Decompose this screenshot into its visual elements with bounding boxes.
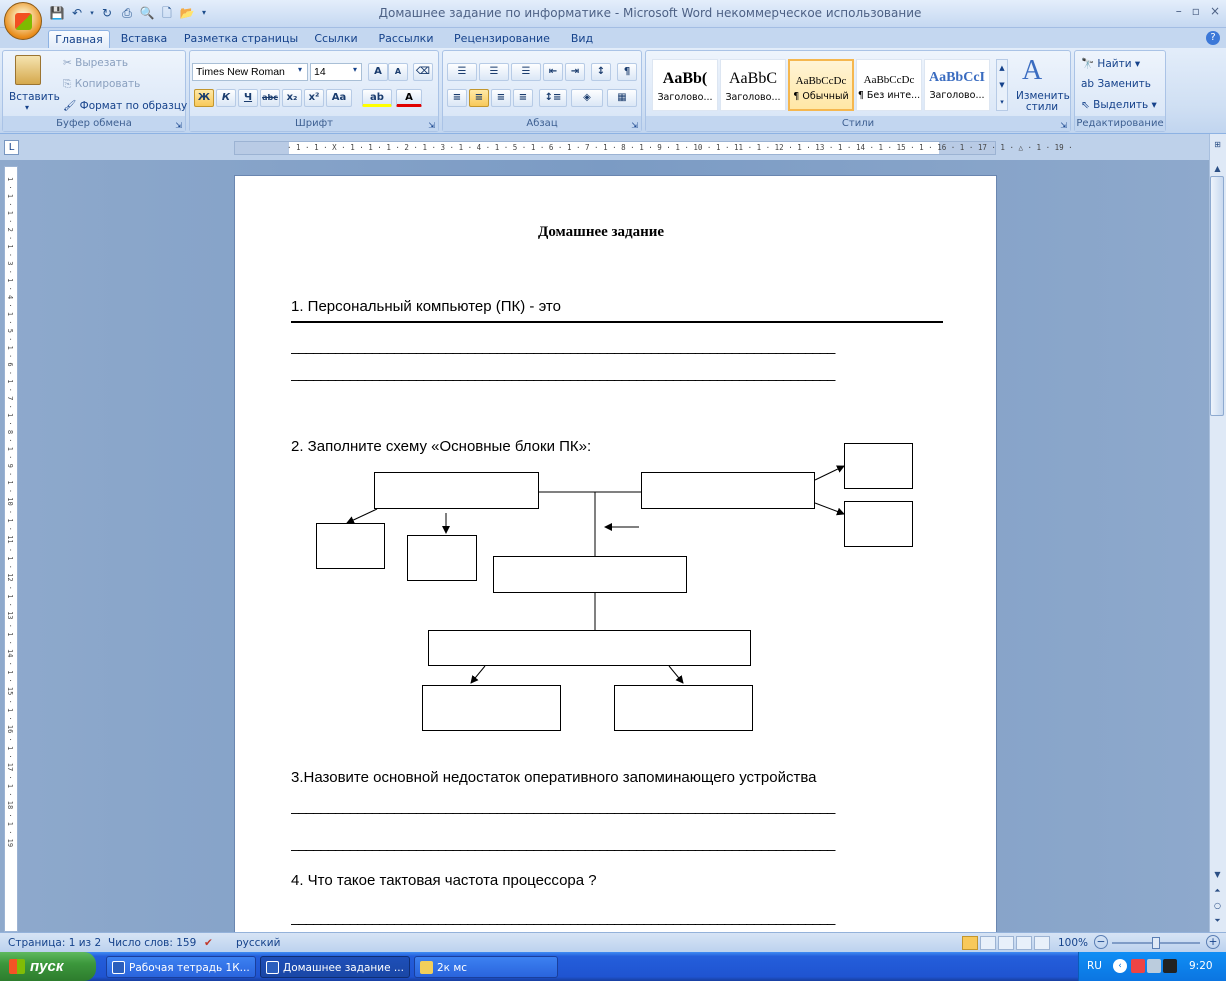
clock[interactable]: 9:20 [1189,960,1213,972]
italic-button[interactable]: К [216,89,236,107]
highlight-icon[interactable]: ab [362,89,392,107]
answer-line: __________________________________________________________________________ [291,338,835,355]
arrow [471,666,485,683]
diagram-box[interactable] [493,556,687,593]
left-margin-area [235,142,289,154]
paste-dropdown-icon[interactable]: ▾ [25,103,30,112]
align-center-icon[interactable]: ≡ [469,89,489,107]
paragraph-launcher-icon[interactable]: ⇲ [631,121,638,130]
scroll-thumb[interactable] [1210,176,1224,416]
paste-icon[interactable] [15,55,41,85]
font-launcher-icon[interactable]: ⇲ [428,121,435,130]
shrink-font-button[interactable]: A [388,63,408,81]
diagram-box[interactable] [844,501,913,547]
full-screen-view-icon[interactable] [980,936,996,950]
styles-launcher-icon[interactable]: ⇲ [1060,121,1067,130]
window-title: Домашнее задание по информатике - Microsoft Word некоммерческое использование [378,6,922,20]
document-heading: Домашнее задание [538,224,665,240]
zoom-out-icon[interactable]: − [1094,935,1108,949]
font-size-dropdown-icon[interactable]: ▾ [353,65,358,74]
new-document-icon[interactable]: 🗋 [162,6,172,20]
shading-icon[interactable]: ◈ [571,89,603,107]
vertical-ruler-ticks: 1 · 1 · 1 · 2 · 1 · 3 · 1 · 4 · 1 · 5 · 1 · 6 · 1 · 7 · 1 · 8 · 1 · 9 · 1 · 10 · 1 · 11 · 1 · 12 · 1 · 13 · 1 · 14 · 1 · 15 · 1 · 16 · 1 · 17 · 1 · 18 · 1 · 19 [6,177,14,848]
font-size-field[interactable]: 14 [310,63,362,81]
system-tray [1078,952,1226,981]
tray-monitor-icon[interactable] [1163,959,1177,973]
font-group [189,50,439,132]
format-painter-button[interactable]: 🖌 Формат по образцу [63,100,188,112]
numbering-icon[interactable]: ☰ [479,63,509,81]
customize-qat-icon[interactable]: ▾ [201,8,206,17]
question-4: 4. Что такое тактовая частота процессора ? [291,872,597,889]
question-2: 2. Заполните схему «Основные блоки ПК»: [291,438,592,455]
zoom-level[interactable]: 100% [1058,937,1089,949]
taskbar-item-workbook[interactable]: Рабочая тетрадь 1К... [106,956,256,978]
browse-object-icon[interactable]: ○ [1214,901,1221,910]
diagram-box[interactable] [844,443,913,489]
tray-expand-icon[interactable]: ‹ [1113,959,1127,973]
select-button[interactable]: ⇖ Выделить ▾ [1081,99,1157,111]
grow-font-button[interactable]: A [368,63,388,81]
vertical-ruler[interactable] [4,166,18,932]
redo-icon[interactable]: ↻ [101,6,113,20]
document-page[interactable] [234,175,997,935]
web-view-icon[interactable] [998,936,1014,950]
answer-line: __________________________________________________________________________ [291,365,835,382]
font-color-icon[interactable]: A [396,89,422,107]
clipboard-group [2,50,186,132]
diagram-box[interactable] [374,472,539,509]
ruler-toggle-icon[interactable]: ⊞ [1214,140,1221,149]
word-count[interactable]: Число слов: 159 [108,937,197,949]
style-heading2[interactable]: AaBbC Заголово... [720,59,786,111]
ribbon-tab-bar [0,28,1226,48]
tab-mailings[interactable]: Рассылки [378,32,434,45]
sort-icon[interactable]: ↕ [591,63,611,81]
window-controls [1176,4,1220,18]
copy-icon: ⎘ [63,78,75,90]
clipboard-group-label: Буфер обмена [3,116,185,131]
styles-group-label: Стили [646,116,1070,131]
arrow [669,666,683,683]
page-indicator[interactable]: Страница: 1 из 2 [8,937,102,949]
paragraph-group-label: Абзац [443,116,641,131]
print-preview-icon[interactable]: 🔍 [139,6,155,20]
styles-scroll[interactable]: ▲ ▼ ▾ [996,59,1008,111]
start-button[interactable]: пуск [0,952,96,981]
tab-insert[interactable]: Вставка [120,32,168,45]
tab-page-layout[interactable]: Разметка страницы [183,32,299,45]
cursor-icon: ⇖ [1081,99,1094,111]
word-doc-icon [266,961,279,974]
diagram-box[interactable] [316,523,385,569]
diagram-box[interactable] [614,685,753,731]
taskbar-item-homework[interactable]: Домашнее задание ... [260,956,410,978]
style-no-spacing[interactable]: AaBbCcDc ¶ Без инте... [856,59,922,111]
font-group-label: Шрифт [190,116,438,131]
strikethrough-button[interactable]: abc [260,89,280,107]
zoom-slider-thumb[interactable] [1152,937,1160,949]
taskbar-item-folder[interactable]: 2к мс [414,956,558,978]
quick-access-toolbar [48,4,210,24]
decrease-indent-icon[interactable]: ⇤ [543,63,563,81]
undo-icon[interactable]: ↶ [71,6,83,20]
ruler-ticks: · 1 · 1 · X · 1 · 1 · 1 · 2 · 1 · 3 · 1 · 4 · 1 · 5 · 1 · 6 · 1 · 7 · 1 · 8 · 1 · 9 · 1 · 10 · 1 · 11 · 1 · 12 · 1 · 13 · 1 · 14 · 1 · 15 · 1 · 16 · 1 · 17 · 1 · △ · 1 · 19 · [287,143,1073,152]
language-indicator[interactable]: русский [236,937,281,949]
editing-group [1074,50,1166,132]
increase-indent-icon[interactable]: ⇥ [565,63,585,81]
tab-home[interactable]: Главная [48,30,110,48]
scroll-up-icon[interactable]: ▲ [1214,164,1221,173]
status-bar [0,932,1226,952]
next-page-icon[interactable]: ⏷ [1214,916,1221,925]
diagram-box[interactable] [428,630,751,666]
answer-line: __________________________________________________________________________ [291,835,835,852]
tray-app-icon[interactable] [1131,959,1145,973]
draft-view-icon[interactable] [1034,936,1050,950]
tab-selector-icon[interactable]: L [4,140,19,155]
previous-page-icon[interactable]: ⏶ [1214,886,1221,895]
view-buttons [962,936,1052,950]
windows-flag-icon [9,959,25,974]
save-icon[interactable]: 💾 [49,6,65,20]
proofing-icon[interactable]: ✔ [204,937,213,949]
close-button[interactable]: × [1209,4,1220,18]
change-case-button[interactable]: Aa [326,89,352,107]
tab-view[interactable]: Вид [570,32,594,45]
scissors-icon: ✂ [63,57,76,69]
tab-references[interactable]: Ссылки [314,32,358,45]
restore-button[interactable]: ▫ [1191,4,1200,18]
language-bar[interactable]: RU [1087,960,1102,972]
justify-icon[interactable]: ≡ [513,89,533,107]
answer-line: __________________________________________________________________________ [291,909,835,926]
quick-print-icon[interactable]: ⎙ [122,6,132,20]
diagram-box[interactable] [407,535,477,581]
bullets-icon[interactable]: ☰ [447,63,477,81]
binoculars-icon: 🔭 [1081,58,1098,70]
multilevel-list-icon[interactable]: ☰ [511,63,541,81]
scroll-down-icon[interactable]: ▼ [1214,870,1221,879]
ribbon [0,48,1226,134]
paragraph-group [442,50,642,132]
arrow [347,509,377,523]
answer-line: __________________________________________________________________________ [291,798,835,815]
cut-button[interactable]: ✂ Вырезать [63,57,129,69]
show-marks-icon[interactable]: ¶ [617,63,637,81]
arrow [815,503,844,514]
horizontal-ruler[interactable] [234,141,1073,155]
style-normal[interactable]: AaBbCcDc ¶ Обычный [788,59,854,111]
style-heading3[interactable]: AaBbCcI Заголово... [924,59,990,111]
arrow [815,466,844,480]
change-styles-icon[interactable]: A [1022,55,1043,86]
question-3: 3.Назовите основной недостаток оперативного запоминающего устройства [291,769,817,786]
borders-icon[interactable]: ▦ [607,89,637,107]
diagram-box[interactable] [641,472,815,509]
print-layout-view-icon[interactable] [962,936,978,950]
line-spacing-icon[interactable]: ↕≡ [539,89,567,107]
clipboard-launcher-icon[interactable]: ⇲ [175,121,182,130]
copy-button[interactable]: ⎘ Копировать [63,78,141,90]
open-icon[interactable]: 📂 [179,6,195,20]
paste-button[interactable]: Вставить [9,91,60,103]
office-button[interactable] [4,2,42,40]
bold-button[interactable]: Ж [194,89,214,107]
subscript-button[interactable]: x₂ [282,89,302,107]
help-icon[interactable]: ? [1206,31,1220,45]
undo-dropdown-icon[interactable]: ▾ [90,9,94,17]
tab-review[interactable]: Рецензирование [454,32,550,45]
diagram-box[interactable] [422,685,561,731]
clear-formatting-icon[interactable]: ⌫ [413,63,433,81]
font-name-field[interactable]: Times New Roman [192,63,308,81]
style-heading1[interactable]: AaBb( Заголово... [652,59,718,111]
underline-button[interactable]: Ч [238,89,258,107]
outline-view-icon[interactable] [1016,936,1032,950]
question-1: 1. Персональный компьютер (ПК) - это [291,298,561,315]
tray-network-icon[interactable] [1147,959,1161,973]
editing-group-label: Редактирование [1076,118,1164,129]
replace-icon: ab [1081,78,1098,90]
styles-group [645,50,1071,132]
replace-button[interactable]: ab Заменить [1081,78,1151,90]
minimize-button[interactable]: – [1175,4,1182,18]
zoom-in-icon[interactable]: + [1206,935,1220,949]
brush-icon: 🖌 [63,100,80,112]
font-name-dropdown-icon[interactable]: ▾ [298,65,303,74]
word-doc-icon [112,961,125,974]
folder-icon [420,961,433,974]
office-logo-icon [15,13,32,30]
align-right-icon[interactable]: ≡ [491,89,511,107]
superscript-button[interactable]: x² [304,89,324,107]
change-styles-button[interactable]: Изменить стили [1016,90,1070,113]
find-button[interactable]: 🔭 Найти ▾ [1081,58,1141,70]
align-left-icon[interactable]: ≡ [447,89,467,107]
